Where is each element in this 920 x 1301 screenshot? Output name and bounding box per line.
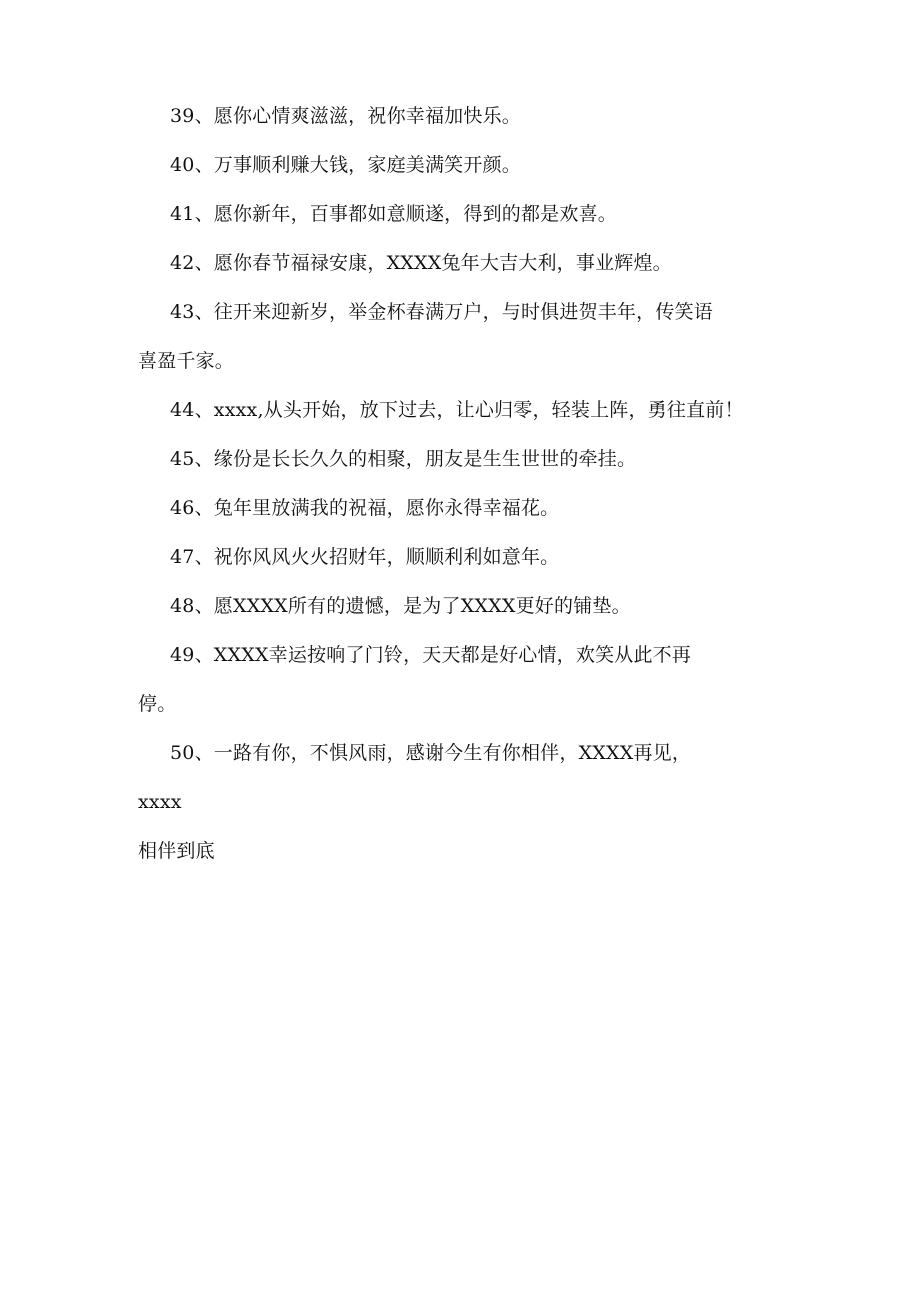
text-line-continuation: 相伴到底 [138,840,215,862]
text-line: 42、愿你春节福禄安康，XXXX兔年大吉大利，事业辉煌。 [170,252,672,274]
text-line: 44、xxxx,从头开始，放下过去，让心归零，轻装上阵，勇往直前！ [170,399,744,421]
text-line: 48、愿XXXX所有的遗憾，是为了XXXX更好的铺垫。 [170,595,631,617]
text-line: 50、一路有你，不惧风雨，感谢今生有你相伴，XXXX再见， [170,742,692,764]
document-body [138,92,798,876]
text-line: 39、愿你心情爽滋滋，祝你幸福加快乐。 [170,105,521,127]
text-line: 43、往开来迎新岁，举金杯春满万户，与时俱进贺丰年，传笑语 [170,301,713,323]
text-line: 45、缘份是长长久久的相聚，朋友是生生世世的牵挂。 [170,448,637,470]
text-line: 46、兔年里放满我的祝福，愿你永得幸福花。 [170,497,560,519]
text-line-continuation: 停。 [138,693,177,715]
text-line-continuation: xxxx [138,791,182,813]
text-line: 40、万事顺利赚大钱，家庭美满笑开颜。 [170,154,521,176]
text-line: 47、祝你风风火火招财年，顺顺利利如意年。 [170,546,560,568]
text-line-continuation: 喜盈千家。 [138,350,235,372]
text-line: 49、XXXX幸运按响了门铃，天天都是好心情，欢笑从此不再 [170,644,692,666]
text-line: 41、愿你新年，百事都如意顺遂，得到的都是欢喜。 [170,203,617,225]
